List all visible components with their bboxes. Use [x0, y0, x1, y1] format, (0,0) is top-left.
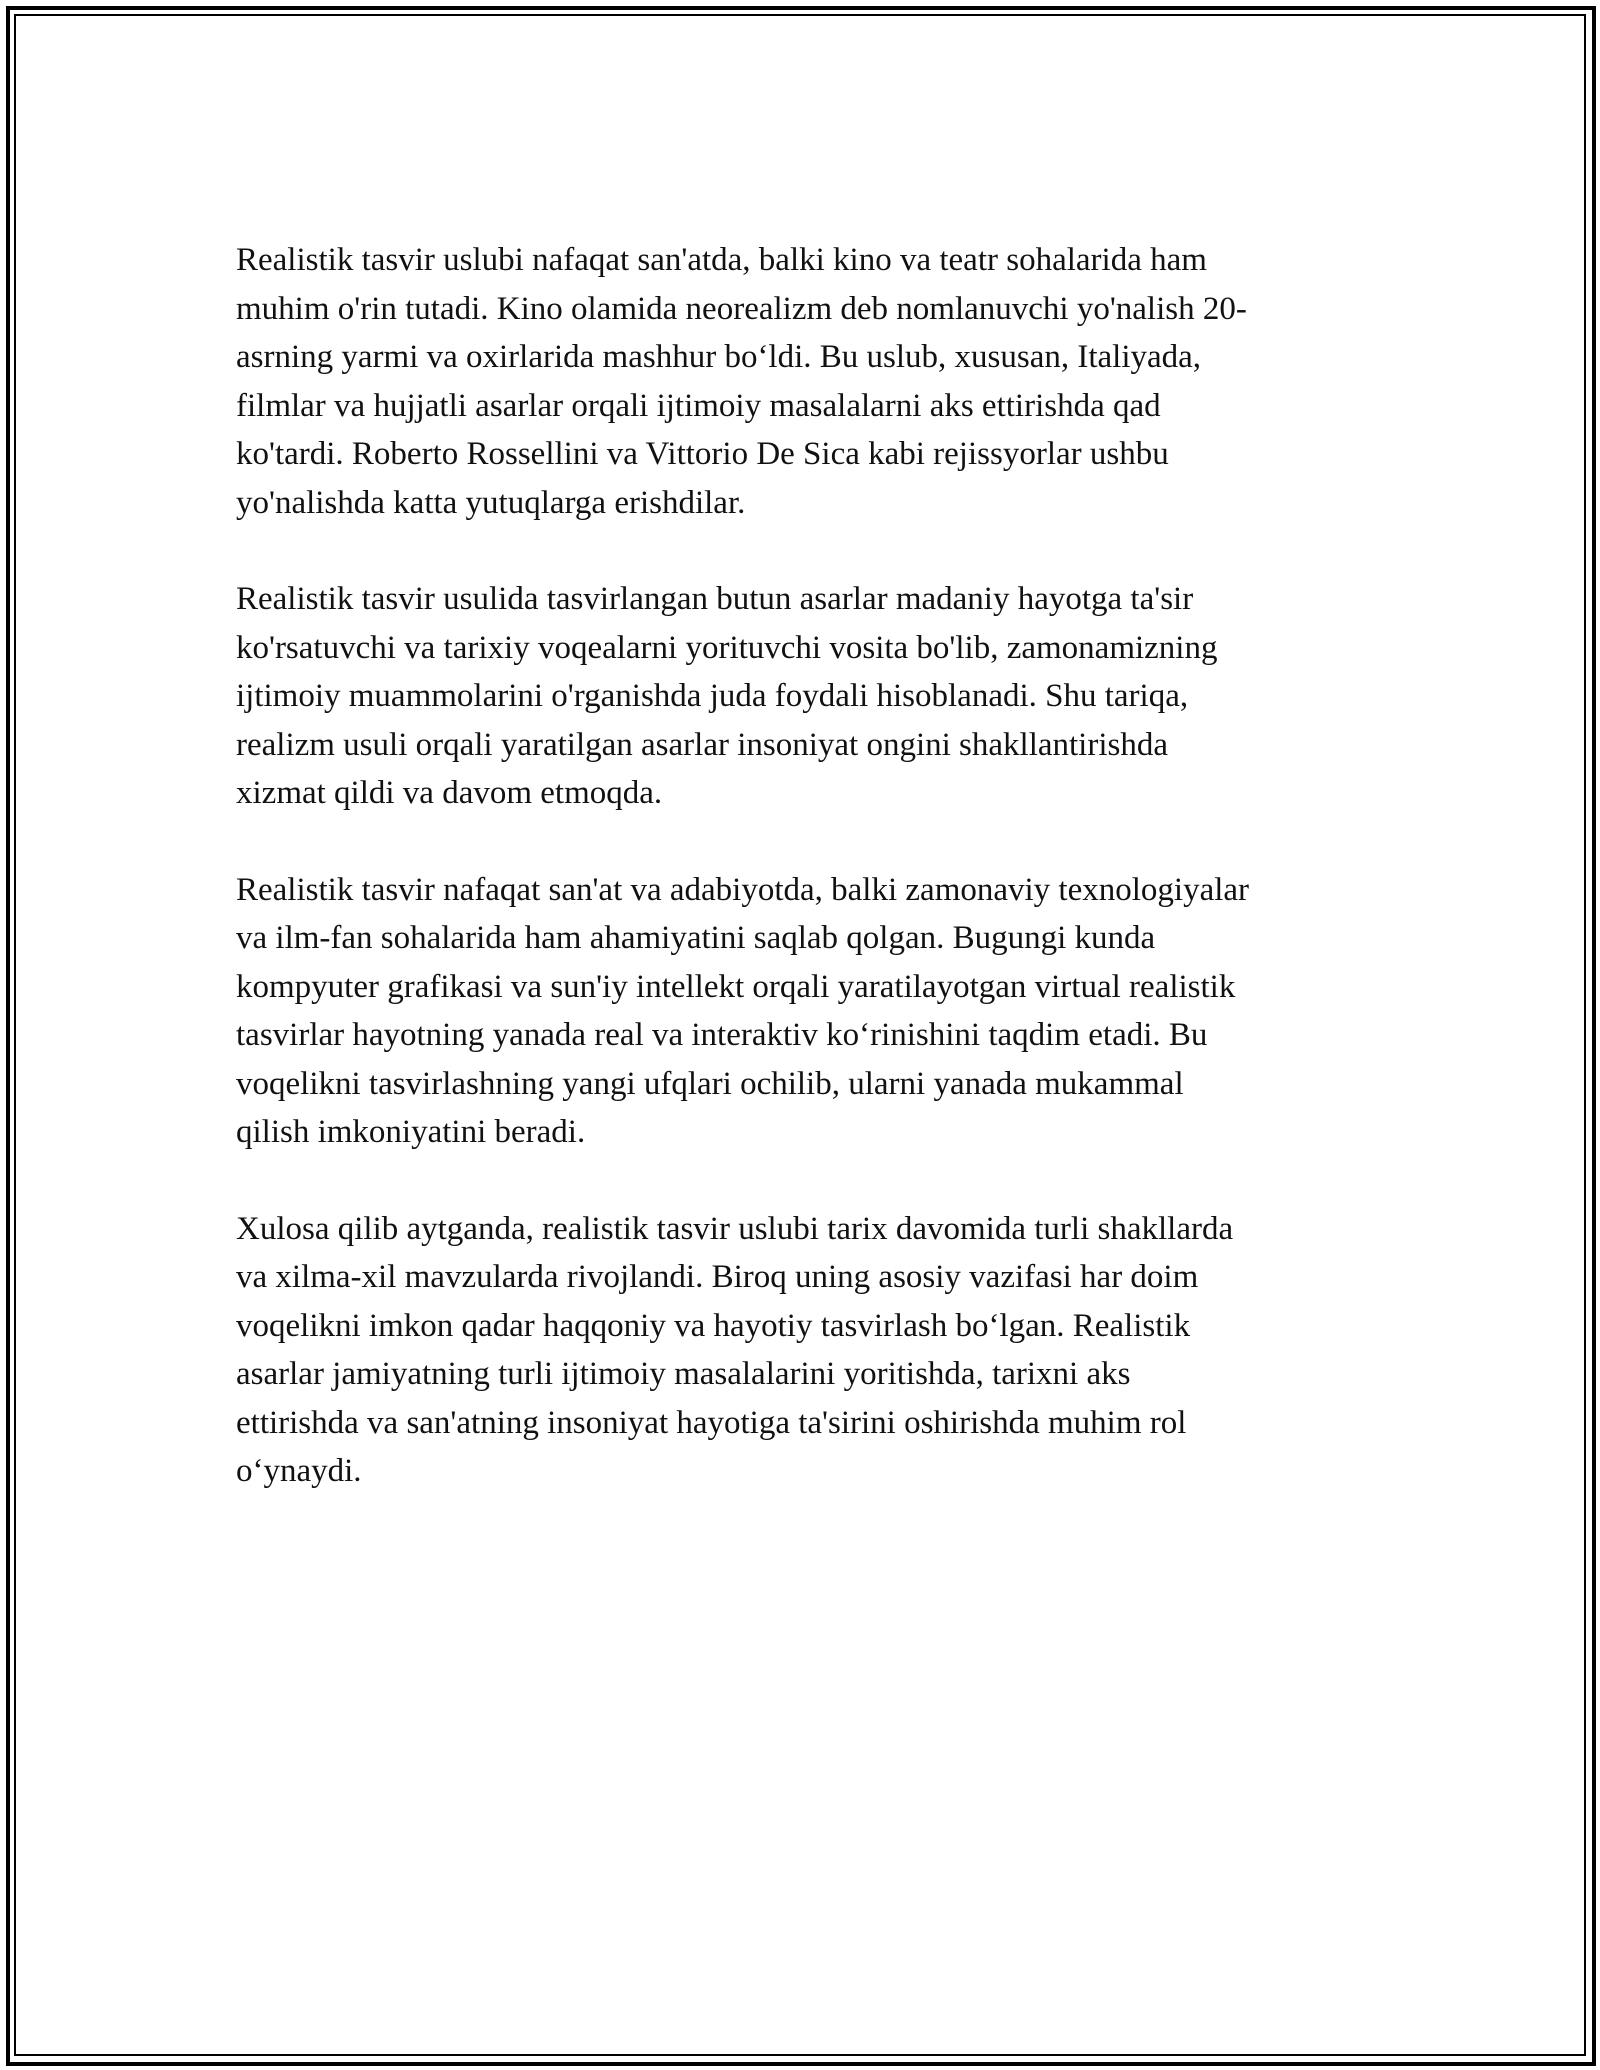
paragraph-neorealism: Realistik tasvir uslubi nafaqat san'atda, balki kino va teatr sohalarida ham muhim o'rin tutadi. Kino olamida neorealizm deb nomlanuvchi yo'nalish 20- asrning yarmi va oxirlarida mashhur bo‘ldi. Bu uslub, xususan, Italiyada, filmlar va hujjatli asarlar orqali ijtimoiy masalalarni aks ettirishda qad ko'tardi. Roberto Rossellini va Vittorio De Sica kabi rejissyorlar ushbu yo'nalishda katta yutuqlarga erishdilar.: [236, 242, 1247, 521]
document-body: [236, 236, 1366, 1544]
paragraph-modern-technology: Realistik tasvir nafaqat san'at va adabiyotda, balki zamonaviy texnologiyalar va ilm-fan sohalarida ham ahamiyatini saqlab qolgan. Bugungi kunda kompyuter grafikasi va sun'iy intellekt orqali yaratilayotgan virtual realistik tasvirlar hayotning yanada real va interaktiv ko‘rinishini taqdim etadi. Bu voqelikni tasvirlashning yangi ufqlari ochilib, ularni yanada mukammal qilish imkoniyatini beradi.: [236, 871, 1250, 1150]
paragraph-cultural-impact: Realistik tasvir usulida tasvirlangan butun asarlar madaniy hayotga ta'sir ko'rsatuvchi va tarixiy voqealarni yorituvchi vosita bo'lib, zamonamizning ijtimoiy muammolarini o'rganishda juda foydali hisoblanadi. Shu tariqa, realizm usuli orqali yaratilgan asarlar insoniyat ongini shakllantirishda xizmat qildi va davom etmoqda.: [236, 581, 1218, 811]
paragraph-conclusion: Xulosa qilib aytganda, realistik tasvir uslubi tarix davomida turli shakllarda va xilma-xil mavzularda rivojlandi. Biroq uning asosiy vazifasi har doim voqelikni imkon qadar haqqoniy va hayotiy tasvirlash bo‘lgan. Realistik asarlar jamiyatning turli ijtimoiy masalalarini yoritishda, tarixni aks ettirishda va san'atning insoniyat hayotiga ta'sirini oshirishda muhim rol o‘ynaydi.: [236, 1210, 1234, 1489]
